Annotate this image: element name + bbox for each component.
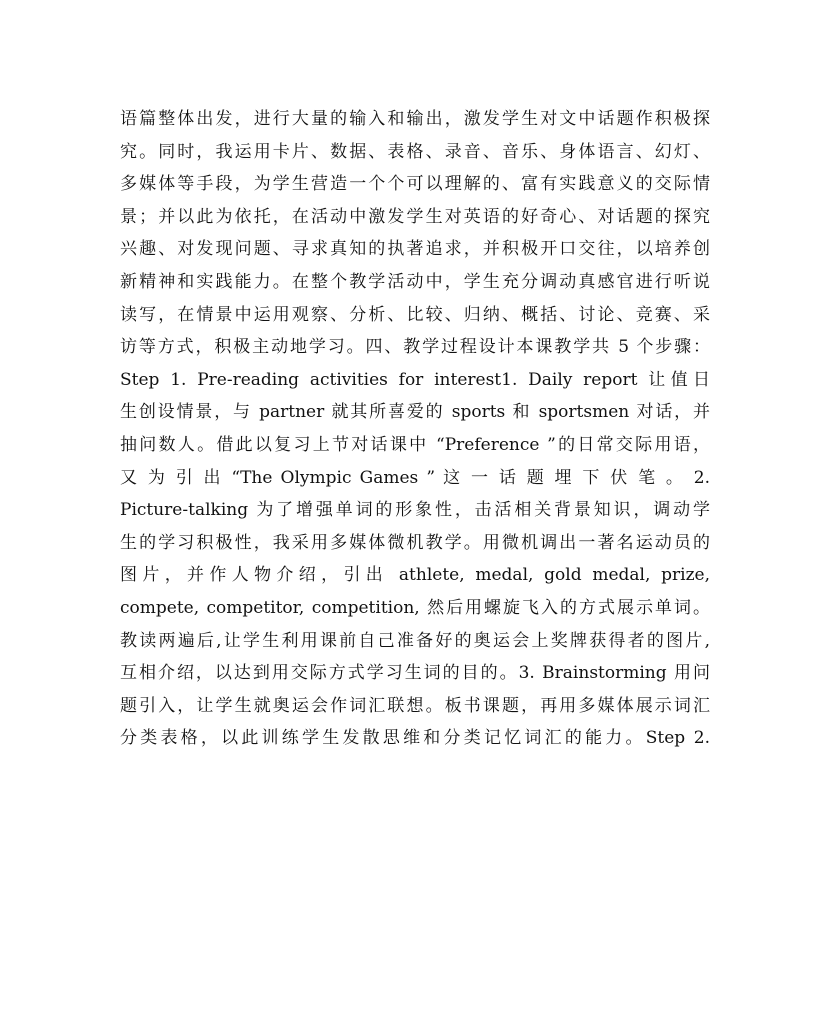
text-line: 兴趣、对发现问题、寻求真知的执著追求，并积极开口交往，以培养创 <box>120 239 710 260</box>
text-line: 究。同时，我运用卡片、数据、表格、录音、音乐、身体语言、幻灯、 <box>120 141 710 162</box>
text-line: 教读两遍后,让学生利用课前自己准备好的奥运会上奖牌获得者的图片, <box>120 630 710 651</box>
text-line: 生的学习积极性，我采用多媒体微机教学。用微机调出一著名运动员的 <box>120 532 710 553</box>
body-text <box>120 103 710 755</box>
text-line: 多媒体等手段，为学生营造一个个可以理解的、富有实践意义的交际情 <box>120 174 710 195</box>
text-line: 语篇整体出发，进行大量的输入和输出，激发学生对文中话题作积极探 <box>120 109 710 129</box>
text-line: 读写，在情景中运用观察、分析、比较、归纳、概括、讨论、竞赛、采 <box>120 304 710 325</box>
text-line: 抽问数人。借此以复习上节对话课中 “Preference ”的日常交际用语， <box>120 434 710 455</box>
text-line: 景；并以此为依托，在活动中激发学生对英语的好奇心、对话题的探究 <box>120 206 710 227</box>
text-line: 访等方式，积极主动地学习。四、教学过程设计本课教学共 5 个步骤： <box>120 337 710 358</box>
text-line: 分类表格，以此训练学生发散思维和分类记忆词汇的能力。Step 2. <box>120 728 710 749</box>
text-line: Step 1. Pre-reading activities for interest1. Daily report 让值日 <box>120 369 710 390</box>
text-line: compete, competitor, competition, 然后用螺旋飞入的方式展示单词。 <box>120 597 710 618</box>
text-line: 新精神和实践能力。在整个教学活动中，学生充分调动真感官进行听说 <box>120 271 710 292</box>
text-line: 又 为 引 出 “The Olympic Games ” 这 一 话 题 埋 下 伏 笔 。 2. <box>120 467 710 488</box>
text-line: 生创设情景，与 partner 就其所喜爱的 sports 和 sportsmen 对话，并 <box>120 402 710 423</box>
text-line: 互相介绍，以达到用交际方式学习生词的目的。3. Brainstorming 用问 <box>120 663 710 684</box>
text-line: Picture-talking 为了增强单词的形象性，击活相关背景知识，调动学 <box>120 500 710 521</box>
text-line: 题引入，让学生就奥运会作词汇联想。板书课题，再用多媒体展示词汇 <box>120 695 710 716</box>
text-line: 图片，并作人物介绍，引出 athlete, medal, gold medal, prize, <box>120 565 710 586</box>
